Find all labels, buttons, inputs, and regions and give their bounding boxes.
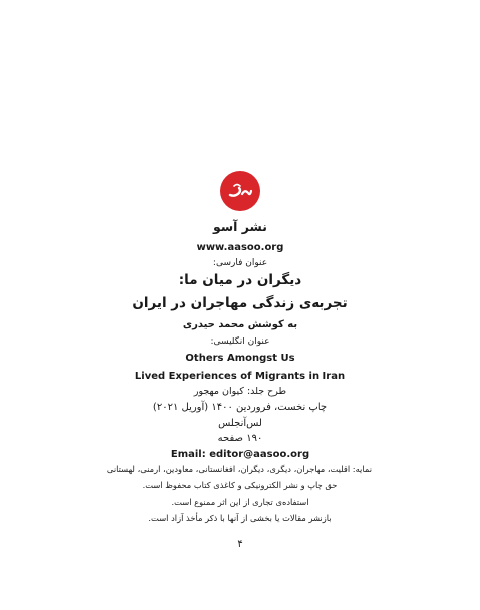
page-count: ۱۹۰ صفحه xyxy=(217,433,263,444)
contact-email: Email: editor@aasoo.org xyxy=(170,449,310,460)
editor-credit: به کوشش محمد حیدری xyxy=(182,319,298,330)
publisher-website: www.aasoo.org xyxy=(196,242,284,253)
book-title-line-2: تجربه‌ی زندگی مهاجران در ایران xyxy=(132,295,348,311)
persian-title-label: عنوان فارسی: xyxy=(212,258,268,268)
cover-design-credit: طرح جلد: کیوان مهجور xyxy=(193,386,287,397)
commercial-use-note: استفاده‌ی تجاری از این اثر ممنوع است. xyxy=(171,497,309,507)
english-title-line-1: Others Amongst Us xyxy=(185,353,295,364)
keywords-note: نمایه: اقلیت، مهاجران، دیگری، دیگران، افغانستانی، معاودین، ارمنی، لهستانی xyxy=(106,464,372,474)
logo-calligraphy-icon xyxy=(225,180,255,202)
english-title-line-2: Lived Experiences of Migrants in Iran xyxy=(134,371,346,382)
publication-city: لس‌آنجلس xyxy=(218,418,262,429)
copyright-note: حق چاپ و نشر الکترونیکی و کاغذی کتاب محفوظ است. xyxy=(142,480,338,490)
aasoo-logo-icon xyxy=(220,171,260,211)
english-title-label: عنوان انگلیسی: xyxy=(210,337,270,347)
page-number: ۴ xyxy=(237,539,243,550)
publisher-name: نشر آسو xyxy=(213,219,267,234)
book-title-line-1: دیگران در میان ما: xyxy=(178,272,302,288)
edition-info: چاپ نخست، فروردین ۱۴۰۰ (آوریل ۲۰۲۱) xyxy=(152,402,328,413)
republication-note: بازنشر مقالات یا بخشی از آنها با ذکر مأخذ آزاد است. xyxy=(148,513,332,523)
